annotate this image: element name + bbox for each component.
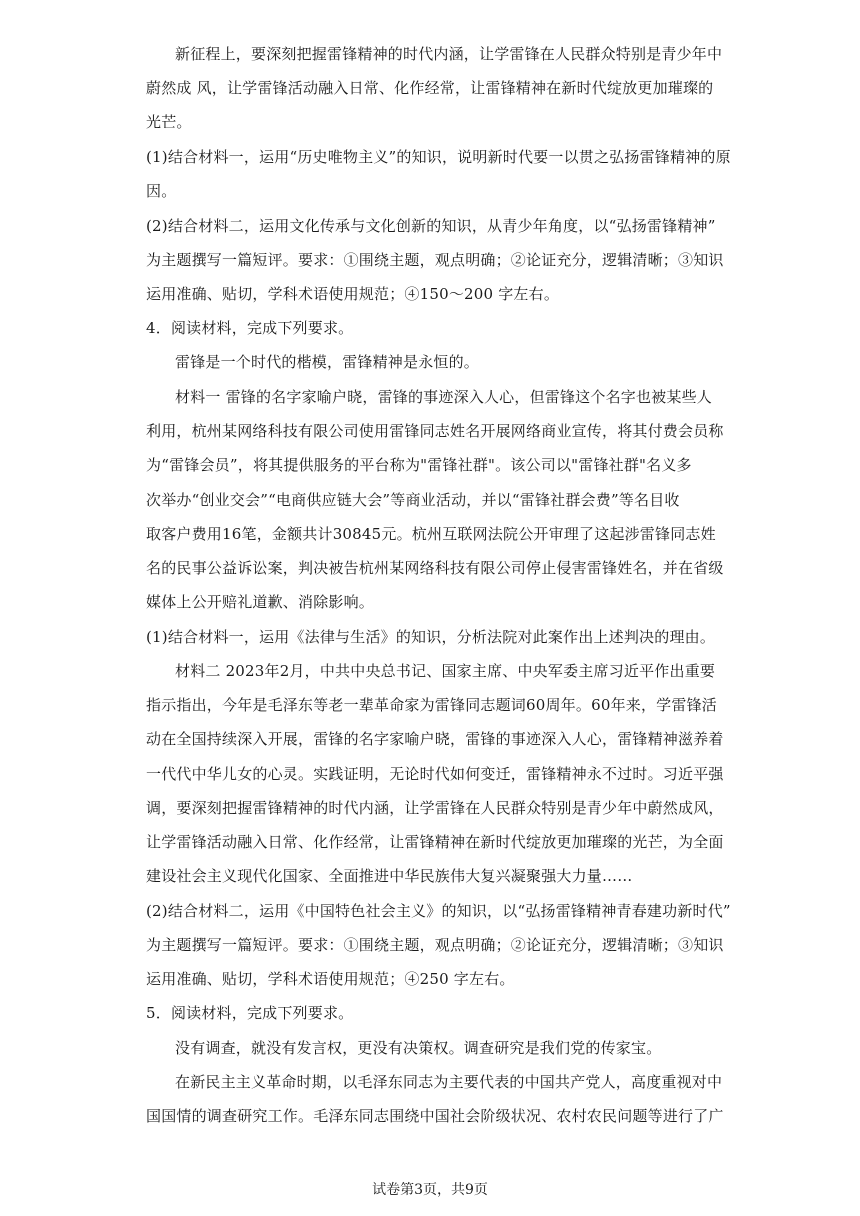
material-line: 利用，杭州某网络科技有限公司使用雷锋同志姓名开展网络商业宣传，将其付费会员称 bbox=[146, 422, 724, 440]
material-line: 媒体上公开赔礼道歉、消除影响。 bbox=[146, 593, 375, 611]
question-line: 因。 bbox=[146, 182, 177, 200]
material-line: 让学雷锋活动融入日常、化作经常，让雷锋精神在新时代绽放更加璀璨的光芒，为全面 bbox=[146, 833, 724, 851]
text-line: 没有调查，就没有发言权，更没有决策权。调查研究是我们党的传家宝。 bbox=[175, 1039, 662, 1057]
material-line: 动在全国持续深入开展，雷锋的名字家喻户晓，雷锋的事迹深入人心，雷锋精神滋养着 bbox=[146, 730, 724, 748]
question-line: (1)结合材料一，运用“历史唯物主义”的知识，说明新时代要一以贯之弘扬雷锋精神的原 bbox=[146, 148, 731, 166]
question-line: 为主题撰写一篇短评。要求：①围绕主题，观点明确；②论证充分，逻辑清晰；③知识 bbox=[146, 251, 724, 269]
question-line: 运用准确、贴切，学科术语使用规范；④250 字左右。 bbox=[146, 970, 515, 988]
question-line: 为主题撰写一篇短评。要求：①围绕主题，观点明确；②论证充分，逻辑清晰；③知识 bbox=[146, 936, 724, 954]
question-line: (1)结合材料一，运用《法律与生活》的知识，分析法院对此案作出上述判决的理由。 bbox=[146, 628, 716, 646]
material-line: 取客户费用16笔，金额共计30845元。杭州互联网法院公开审理了这起涉雷锋同志姓 bbox=[146, 525, 716, 543]
material-line: 材料一 雷锋的名字家喻户晓，雷锋的事迹深入人心，但雷锋这个名字也被某些人 bbox=[175, 388, 712, 406]
material-line: 材料二 2023年2月，中共中央总书记、国家主席、中央军委主席习近平作出重要 bbox=[175, 662, 716, 680]
material-line: 指示指出，今年是毛泽东等老一辈革命家为雷锋同志题词60周年。60年来，学雷锋活 bbox=[146, 696, 717, 714]
question-heading: 4．阅读材料，完成下列要求。 bbox=[146, 319, 354, 337]
material-line: 为“雷锋会员”，将其提供服务的平台称为"雷锋社群"。该公司以"雷锋社群"名义多 bbox=[146, 456, 692, 474]
text-line: 光芒。 bbox=[146, 113, 192, 131]
material-line: 国国情的调查研究工作。毛泽东同志围绕中国社会阶级状况、农村农民问题等进行了广 bbox=[146, 1107, 724, 1125]
question-line: 运用准确、贴切，学科术语使用规范；④150～200 字左右。 bbox=[146, 285, 560, 303]
question-line: (2)结合材料二，运用文化传承与文化创新的知识，从青少年角度，以“弘扬雷锋精神” bbox=[146, 217, 716, 235]
material-line: 建设社会主义现代化国家、全面推进中华民族伟大复兴凝聚强大力量…… bbox=[146, 867, 633, 885]
text-line: 雷锋是一个时代的楷模，雷锋精神是永恒的。 bbox=[175, 353, 480, 371]
material-line: 一代代中华儿女的心灵。实践证明，无论时代如何变迁，雷锋精神永不过时。习近平强 bbox=[146, 765, 724, 783]
text-line: 蔚然成 风，让学雷锋活动融入日常、化作经常，让雷锋精神在新时代绽放更加璀璨的 bbox=[146, 79, 714, 97]
material-line: 名的民事公益诉讼案，判决被告杭州某网络科技有限公司停止侵害雷锋姓名，并在省级 bbox=[146, 559, 724, 577]
question-line: (2)结合材料二，运用《中国特色社会主义》的知识，以“弘扬雷锋精神青春建功新时代” bbox=[146, 902, 731, 920]
page-footer: 试卷第3页，共9页 bbox=[372, 1182, 488, 1198]
material-line: 调，要深刻把握雷锋精神的时代内涵，让学雷锋在人民群众特别是青少年中蔚然成风， bbox=[146, 799, 724, 817]
material-line: 次举办“创业交会”“电商供应链大会”等商业活动，并以“雷锋社群会费”等名目收 bbox=[146, 491, 680, 509]
material-line: 在新民主主义革命时期，以毛泽东同志为主要代表的中国共产党人，高度重视对中 bbox=[175, 1073, 723, 1091]
question-heading: 5．阅读材料，完成下列要求。 bbox=[146, 1004, 354, 1022]
text-line: 新征程上，要深刻把握雷锋精神的时代内涵，让学雷锋在人民群众特别是青少年中 bbox=[175, 45, 723, 63]
